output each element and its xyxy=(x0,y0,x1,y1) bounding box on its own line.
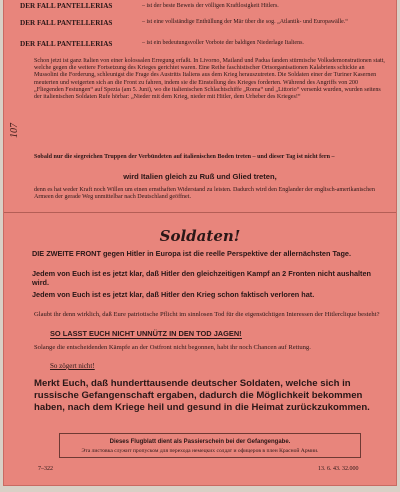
pass-box xyxy=(59,433,361,458)
sofort-line: So zögert nicht! xyxy=(50,362,95,370)
page-heading: Soldaten! xyxy=(159,227,241,245)
pantelleria-text-2: – ist eine vollständige Enthüllung der Mär über die sog. „Atlantik- und Europawälle.“ xyxy=(142,19,348,25)
side-mark: 107 xyxy=(9,123,20,138)
pass-russian: Эта листовка служит пропуском для перехода немецких солдат и офицеров в плен Красной Армии. xyxy=(81,448,319,454)
code-left: 7–322 xyxy=(38,466,53,472)
kampf-line: Jedem von Euch ist es jetzt klar, daß Hitler den gleichzeitigen Kampf an 2 Fronten nicht aushalten wird. xyxy=(32,269,371,287)
tod-paragraph: Glaubt ihr denn wirklich, daß Eure patriotische Pflicht im sinnlosen Tod für die eigensüchtigen Interessen der Hitlerclique besteht? xyxy=(34,311,380,318)
final-paragraph: Merkt Euch, daß hunderttausende deutscher Soldaten, welche sich in russische Gefangenschaft ergaben, dadurch die Möglichkeit bekommen haben, nach dem Kriege heil und gesund in die Heimat zurückzukommen. xyxy=(34,378,370,413)
ostfront-paragraph: Solange die entscheidenden Kämpfe an der Ostfront nicht begonnen, habt ihr noch Chancen auf Rettung. xyxy=(34,344,311,351)
zweite-front-line: DIE ZWEITE FRONT gegen Hitler in Europa ist die reelle Perspektive der allernächsten Tage. xyxy=(32,249,351,258)
leaflet-page xyxy=(4,0,396,485)
italy-center-line: wird Italien gleich zu Ruß und Glied treten, xyxy=(123,172,277,181)
italy-paragraph-2: Sobald nur die siegreichen Truppen der Verbündeten auf italienischen Boden treten – und dieser Tag ist nicht fern – xyxy=(34,154,335,160)
code-right: 13. 6. 43. 32.000 xyxy=(318,466,359,472)
pantelleria-label-3: DER FALL PANTELLERIAS xyxy=(20,40,113,48)
pantelleria-text-3: – ist ein bedeutungsvoller Vorbote der baldigen Niederlage Italiens. xyxy=(142,40,304,46)
pantelleria-label-2: DER FALL PANTELLERIAS xyxy=(20,19,113,27)
verloren-line: Jedem von Euch ist es jetzt klar, daß Hitler den Krieg schon faktisch verloren hat. xyxy=(32,290,315,299)
pantelleria-label-1: DER FALL PANTELLERIAS xyxy=(20,2,113,10)
pass-german: Dieses Flugblatt dient als Passierschein bei der Gefangengabe. xyxy=(109,439,291,445)
nicht-toeten-line: SO LASST EUCH NICHT UNNÜTZ IN DEN TOD JAGEN! xyxy=(50,329,242,338)
italy-paragraph: Schon jetzt ist ganz Italien von einer kolossalen Erregung erfaßt. In Livorno, Mailand und Padua fanden stürmische Volksdemonstrationen statt, welche gegen die weitere Fortsetzung des Krieges gerichtet waren. Eine Reihe faschistischer Ortsorganisationen Kalabriens schickte an Mussolini die Forderung, schleunigst die Frage des Austritts Italiens aus dem Krieg herauszutreten. Die Soldaten einer der Turiner Kasernen meuterten und weigerten sich an die Front zu fahren, indem sie die Einstellung des Krieges forderten. Während des Angriffs von 200 „Fliegenden Festungen“ auf Spezia (am 5. Juni), wo die italienischen Schlachtschiffe „Roma“ und „Littorio“ versenkt wurden, wurden seitens der italienischen Soldaten Rufe hörbar: „Nieder mit dem Krieg, nieder mit Hitler, dem Urheber des Krieges!“ xyxy=(34,58,385,101)
pantelleria-text-1: – ist der beste Beweis der völligen Kraftlosigkeit Hitlers. xyxy=(142,3,279,9)
italy-paragraph-3: denn es hat weder Kraft noch Willen um einen ernsthaften Widerstand zu leisten. Dadurch wird den Englander der englisch-amerikanischen Armeen der gerade Weg unmittelbar nach Deutschland geöffnet. xyxy=(34,187,375,201)
section-divider xyxy=(4,212,396,213)
